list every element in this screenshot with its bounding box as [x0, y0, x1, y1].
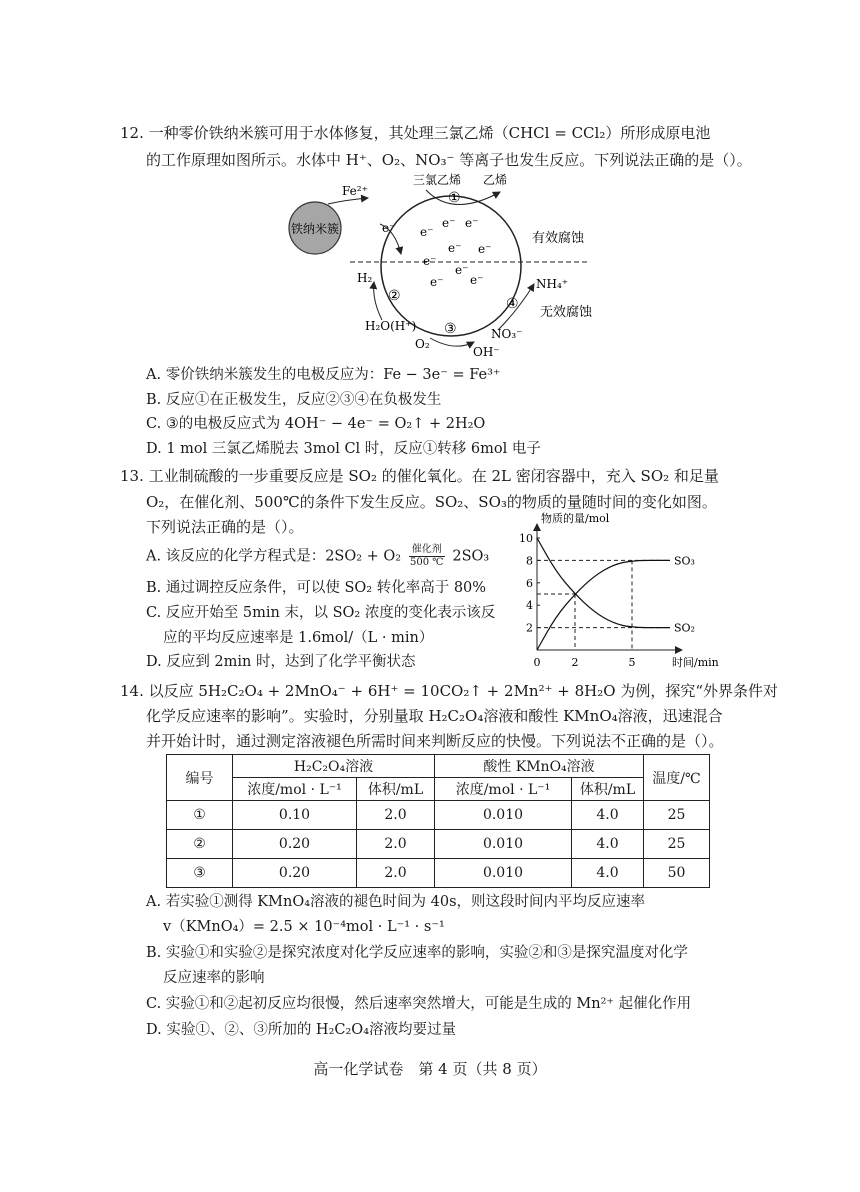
reaction-3-mark: ③: [444, 321, 457, 337]
x-tick-label: 2: [571, 656, 579, 669]
header-number: 编号: [167, 755, 233, 801]
q12-option-d: D. 1 mol 三氯乙烯脱去 3mol Cl 时，反应①转移 6mol 电子: [146, 441, 541, 457]
header-vol-1: 体积/mL: [357, 778, 435, 801]
q14-stem-line2: 化学反应速率的影响”。实验时，分别量取 H₂C₂O₄溶液和酸性 KMnO₄溶液，迅速混合: [146, 707, 723, 725]
table-cell: 0.20: [233, 859, 357, 888]
table-cell: 4.0: [572, 830, 644, 859]
svg-text:e⁻: e⁻: [420, 225, 434, 239]
no3-label: NO₃⁻: [491, 327, 523, 341]
catalyst-label: 催化剂: [409, 544, 445, 557]
q13-option-a-lhs: A. 该反应的化学方程式是：2SO₂ + O₂: [146, 548, 402, 565]
header-kmno4: 酸性 KMnO₄溶液: [435, 755, 644, 778]
ethylene-label: 乙烯: [483, 173, 508, 187]
series-line-0: [537, 560, 670, 650]
q13-chart: [515, 512, 745, 674]
svg-text:e⁻: e⁻: [455, 263, 469, 277]
ineffective-corrosion-label: 无效腐蚀: [540, 305, 593, 320]
q12-diagram: [270, 170, 630, 365]
q12-stem-line2: 的工作原理如图所示。水体中 H⁺、O₂、NO₃⁻ 等离子也发生反应。下列说法正确的是（）。: [146, 151, 752, 169]
header-temperature: 温度/℃: [644, 755, 710, 801]
temperature-label: 500 ℃: [410, 557, 444, 568]
table-cell: 2.0: [357, 859, 435, 888]
reaction-2-arrow: [374, 282, 382, 320]
o2-label: O₂: [415, 337, 430, 351]
y-tick-label: 10: [519, 532, 533, 545]
table-header-row: [167, 755, 710, 778]
q14-stem-line1: 14. 以反应 5H₂C₂O₄ + 2MnO₄⁻ + 6H⁺ = 10CO₂↑ + 2Mn²⁺ + 8H₂O 为例，探究“外界条件对: [120, 682, 778, 700]
y-tick-label: 2: [526, 621, 533, 635]
table-cell: 25: [644, 830, 710, 859]
x-axis-label: 时间/min: [672, 656, 719, 669]
q14-option-a-line2: v（KMnO₄）= 2.5 × 10⁻⁴mol · L⁻¹ · s⁻¹: [163, 919, 445, 935]
y-tick-label: 6: [526, 576, 533, 590]
table-cell: 0.010: [435, 801, 572, 830]
nh4-label: NH₄⁺: [536, 277, 569, 291]
svg-text:e⁻: e⁻: [478, 242, 492, 256]
header-vol-2: 体积/mL: [572, 778, 644, 801]
y-axis-label: 物质的量/mol: [541, 512, 610, 525]
series-label-0: SO₃: [674, 554, 695, 568]
x-tick-label: 5: [628, 656, 636, 669]
table-row: [167, 801, 710, 830]
table-cell: 0.10: [233, 801, 357, 830]
q14-stem-line3: 并开始计时，通过测定溶液褪色所需时间来判断反应的快慢。下列说法不正确的是（）。: [146, 732, 724, 750]
trichloroethylene-label: 三氯乙烯: [413, 173, 462, 187]
table-cell: 2.0: [357, 801, 435, 830]
table-cell: ③: [167, 859, 233, 888]
experiment-table: [166, 754, 710, 888]
fe2-arrow: [328, 198, 368, 204]
fe2-label: Fe²⁺: [342, 184, 368, 198]
q14-option-b-line2: 反应速率的影响: [163, 970, 265, 986]
q13-option-c-line2: 应的平均反应速率是 1.6mol/（L · min）: [163, 630, 434, 646]
effective-corrosion-label: 有效腐蚀: [532, 231, 585, 246]
q12-stem-line1: 12. 一种零价铁纳米簇可用于水体修复，其处理三氯乙烯（CHCl = CCl₂）所形成原电池: [120, 124, 711, 142]
table-row: [167, 830, 710, 859]
table-cell: 25: [644, 801, 710, 830]
y-tick-label: 8: [526, 554, 533, 568]
svg-text:e⁻: e⁻: [470, 273, 484, 287]
reaction-4-mark: ④: [506, 296, 519, 312]
series-label-1: SO₂: [674, 621, 695, 635]
svg-text:e⁻: e⁻: [448, 241, 462, 255]
svg-text:e⁻: e⁻: [465, 216, 479, 230]
table-row: [167, 859, 710, 888]
q14-option-a-line1: A. 若实验①测得 KMnO₄溶液的褪色时间为 40s，则这段时间内平均反应速率: [146, 894, 646, 910]
q12-option-c: C. ③的电极反应式为 4OH⁻ − 4e⁻ = O₂↑ + 2H₂O: [146, 416, 486, 432]
electron-in-label: e⁻: [382, 221, 396, 235]
table-subheader-row: [167, 778, 710, 801]
table-cell: 4.0: [572, 801, 644, 830]
q12-option-a: A. 零价铁纳米簇发生的电极反应为：Fe − 3e⁻ = Fe³⁺: [146, 367, 501, 383]
y-tick-label: 4: [526, 599, 533, 613]
table-cell: 0.20: [233, 830, 357, 859]
x-tick-label: 0: [533, 656, 541, 669]
reaction-2-mark: ②: [388, 288, 401, 304]
table-cell: 2.0: [357, 830, 435, 859]
table-cell: ②: [167, 830, 233, 859]
q13-stem-line3: 下列说法正确的是（）。: [146, 518, 304, 536]
header-conc-1: 浓度/mol · L⁻¹: [233, 778, 357, 801]
q13-option-c-line1: C. 反应开始至 5min 末，以 SO₂ 浓度的变化表示该反: [146, 605, 496, 621]
h2-label: H₂: [357, 271, 373, 285]
reaction-3-arrow: [430, 338, 474, 346]
table-cell: 4.0: [572, 859, 644, 888]
h2o-label: H₂O(H⁺): [365, 319, 417, 333]
q14-option-d: D. 实验①、②、③所加的 H₂C₂O₄溶液均要过量: [146, 1022, 456, 1038]
q13-stem-line1: 13. 工业制硫酸的一步重要反应是 SO₂ 的催化氧化。在 2L 密闭容器中，充入 SO₂ 和足量: [120, 467, 719, 485]
q13-stem-line2: O₂，在催化剂、500℃的条件下发生反应。SO₂、SO₃的物质的量随时间的变化如图。: [146, 493, 717, 511]
svg-text:e⁻: e⁻: [423, 254, 437, 268]
q13-option-a-rhs: 2SO₃: [452, 548, 490, 565]
reaction-1-mark: ①: [448, 190, 461, 206]
oh-label: OH⁻: [473, 345, 500, 359]
svg-text:e⁻: e⁻: [442, 216, 456, 230]
q13-option-d: D. 反应到 2min 时，达到了化学平衡状态: [146, 654, 416, 670]
series-line-1: [537, 538, 670, 628]
page-footer: 高一化学试卷 第 4 页（共 8 页）: [313, 1060, 547, 1078]
q13-option-a: [146, 544, 489, 569]
q13-option-b: B. 通过调控反应条件，可以使 SO₂ 转化率高于 80%: [146, 580, 487, 596]
header-oxalic-acid: H₂C₂O₄溶液: [233, 755, 435, 778]
q13-option-a-condition: [409, 544, 445, 569]
table-cell: 50: [644, 859, 710, 888]
header-conc-2: 浓度/mol · L⁻¹: [435, 778, 572, 801]
q14-option-c: C. 实验①和②起初反应均很慢，然后速率突然增大，可能是生成的 Mn²⁺ 起催化作用: [146, 996, 692, 1012]
table-cell: 0.010: [435, 859, 572, 888]
electrons-inside: [420, 216, 491, 289]
table-cell: ①: [167, 801, 233, 830]
table-cell: 0.010: [435, 830, 572, 859]
q14-option-b-line1: B. 实验①和实验②是探究浓度对化学反应速率的影响，实验②和③是探究温度对化学: [146, 945, 688, 961]
q12-option-b: B. 反应①在正极发生，反应②③④在负极发生: [146, 392, 442, 408]
iron-cluster-label: 铁纳米簇: [290, 222, 340, 236]
svg-text:e⁻: e⁻: [430, 275, 444, 289]
